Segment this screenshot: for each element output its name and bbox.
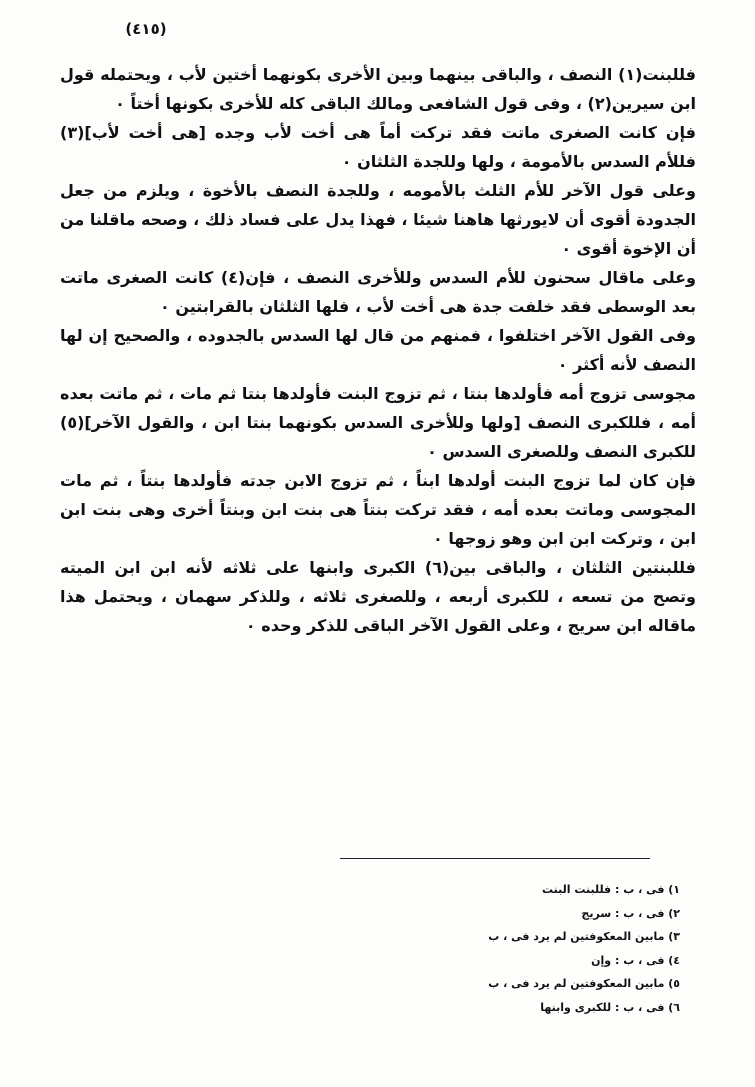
body-text	[60, 60, 696, 640]
footnote: ٦) فى ، ب : للكبرى وابنها	[540, 1000, 680, 1014]
footnotes	[300, 878, 680, 1019]
paragraph: فإن كانت الصغرى ماتت فقد تركت أماً هى أخت لأب وجده [هى أخت لأب](٣) فللأم السدس بالأمومة ، ولها وللجدة الثلثان ٠	[60, 123, 696, 171]
footnote-divider	[340, 858, 650, 859]
footnote: ٣) مابين المعكوفتين لم يرد فى ، ب	[488, 930, 680, 943]
footnote: ٥) مابين المعكوفتين لم يرد فى ، ب	[488, 977, 680, 990]
paragraph: مجوسى تزوج أمه فأولدها بنتا ، ثم تزوج البنت فأولدها بنتا ثم مات ، ثم ماتت بعده أمه ، فللكبرى النصف [ولها وللأخرى السدس بكونهما بنتا ابن ، والقول الآخر](٥) للكبرى النصف وللصغرى السدس ٠	[60, 384, 696, 461]
paragraph: وعلى قول الآخر للأم الثلث بالأمومه ، وللجدة النصف بالأخوة ، ويلزم من جعل الجدودة أقوى أن لايورثها هاهنا شيئا ، فهذا يدل على فساد ذلك ، وصحه ماقلنا من أن الإخوة أقوى ٠	[60, 181, 696, 258]
paragraph: فللبنت(١) النصف ، والباقى بينهما وبين الأخرى بكونهما أختين لأب ، ويحتمله قول ابن سيرين(٢) ، وفى قول الشافعى ومالك الباقى كله للأخرى بكونها أختاً ٠	[60, 65, 696, 113]
paragraph: فللبنتين الثلثان ، والباقى بين(٦) الكبرى وابنها على ثلاثه لأنه ابن ابن الميته وتصح من تسعه ، للكبرى أربعه ، وللصغرى ثلاثه ، وللذكر سهمان ، ويحتمل هذا ماقاله ابن سريج ، وعلى القول الآخر الباقى للذكر وحده ٠	[60, 558, 696, 635]
footnote: ٢) فى ، ب : سريج	[581, 906, 680, 920]
paragraph: وعلى ماقال سحنون للأم السدس وللأخرى النصف ، فإن(٤) كانت الصغرى ماتت بعد الوسطى فقد خلفت جدة هى أخت لأب ، فلها الثلثان بالقرابتين ٠	[60, 268, 697, 316]
paragraph: فإن كان لما تزوج البنت أولدها ابناً ، ثم تزوج الابن جدته فأولدها بنتاً ، ثم مات المجوسى وماتت بعده أمه ، فقد تركت بنتاً هى بنت ابن وبنتاً أخرى وهى بنت ابن ابن ، وتركت ابن ابن وهو زوجها ٠	[60, 471, 696, 548]
page-number: (٤١٥)	[125, 20, 167, 38]
footnote: ٤) فى ، ب : وإن	[591, 953, 680, 967]
footnote: ١) فى ، ب : فللبنت البنت	[541, 883, 680, 896]
paragraph: وفى القول الآخر اختلفوا ، فمنهم من قال لها السدس بالجدوده ، والصحيح إن لها النصف لأنه أكثر ٠	[60, 326, 696, 374]
